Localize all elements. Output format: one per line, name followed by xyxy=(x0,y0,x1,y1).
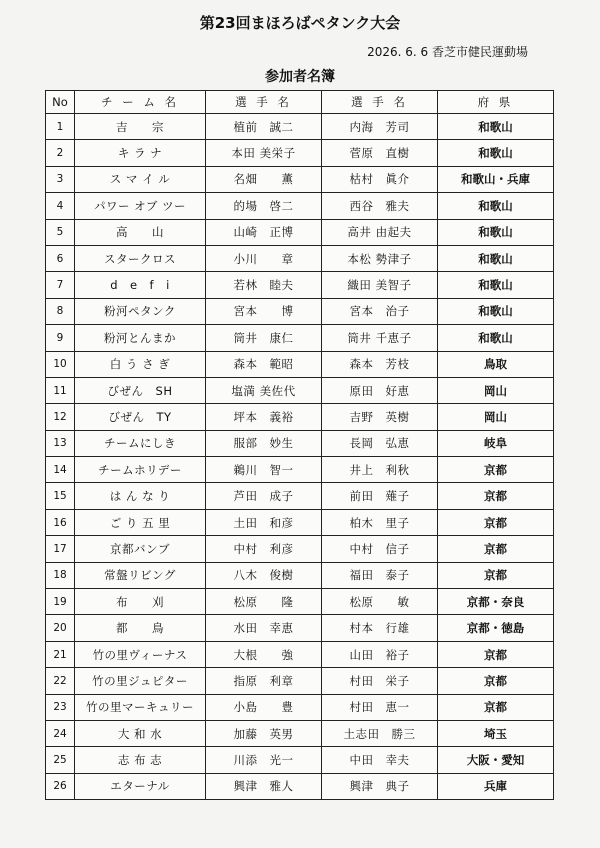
table-row xyxy=(46,219,554,245)
row-number: 7 xyxy=(46,272,75,298)
player-name: 内海 芳司 xyxy=(322,114,438,140)
player-name: 服部 妙生 xyxy=(206,430,322,456)
row-number: 13 xyxy=(46,430,75,456)
table-row xyxy=(46,615,554,641)
prefecture: 京都 xyxy=(438,457,554,483)
team-name: ご り 五 里 xyxy=(75,509,206,535)
player-name: 鵜川 智一 xyxy=(206,457,322,483)
team-name: びぜん TY xyxy=(75,404,206,430)
header-player2: 選 手 名 xyxy=(322,91,438,114)
table-row xyxy=(46,140,554,166)
prefecture: 和歌山 xyxy=(438,272,554,298)
table-header-row xyxy=(46,91,554,114)
player-name: 福田 泰子 xyxy=(322,562,438,588)
player-name: 村田 恵一 xyxy=(322,694,438,720)
prefecture: 岡山 xyxy=(438,377,554,403)
table-row xyxy=(46,773,554,799)
prefecture: 和歌山・兵庫 xyxy=(438,166,554,192)
row-number: 14 xyxy=(46,457,75,483)
player-name: 土田 和彦 xyxy=(206,509,322,535)
player-name: 興津 雅人 xyxy=(206,773,322,799)
player-name: 筒井 康仁 xyxy=(206,325,322,351)
player-name: 村田 栄子 xyxy=(322,668,438,694)
player-name: 中村 信子 xyxy=(322,536,438,562)
team-name: 常盤リビング xyxy=(75,562,206,588)
player-name: 西谷 雅夫 xyxy=(322,193,438,219)
table-row xyxy=(46,536,554,562)
player-name: 森本 芳枝 xyxy=(322,351,438,377)
player-name: 加藤 英男 xyxy=(206,720,322,746)
date-venue: 2026. 6. 6 香芝市健民運動場 xyxy=(367,45,528,59)
prefecture: 和歌山 xyxy=(438,114,554,140)
team-name: スタークロス xyxy=(75,245,206,271)
player-name: 筒井 千恵子 xyxy=(322,325,438,351)
prefecture: 和歌山 xyxy=(438,193,554,219)
team-name: 大 和 水 xyxy=(75,720,206,746)
player-name: 村本 行雄 xyxy=(322,615,438,641)
row-number: 4 xyxy=(46,193,75,219)
row-number: 21 xyxy=(46,641,75,667)
row-number: 12 xyxy=(46,404,75,430)
prefecture: 岐阜 xyxy=(438,430,554,456)
row-number: 9 xyxy=(46,325,75,351)
table-row xyxy=(46,483,554,509)
prefecture: 和歌山 xyxy=(438,298,554,324)
table-row xyxy=(46,509,554,535)
team-name: キ ラ ナ xyxy=(75,140,206,166)
header-prefecture: 府 県 xyxy=(438,91,554,114)
team-name: 粉河とんまか xyxy=(75,325,206,351)
row-number: 24 xyxy=(46,720,75,746)
participant-table xyxy=(45,90,554,800)
table-row xyxy=(46,404,554,430)
table-row xyxy=(46,562,554,588)
table-row xyxy=(46,641,554,667)
table-row xyxy=(46,377,554,403)
team-name: びぜん SH xyxy=(75,377,206,403)
row-number: 15 xyxy=(46,483,75,509)
team-name: 志 布 志 xyxy=(75,747,206,773)
row-number: 17 xyxy=(46,536,75,562)
table-row xyxy=(46,325,554,351)
player-name: 松原 敏 xyxy=(322,589,438,615)
player-name: 森本 範昭 xyxy=(206,351,322,377)
prefecture: 鳥取 xyxy=(438,351,554,377)
table-row xyxy=(46,430,554,456)
table-row xyxy=(46,720,554,746)
player-name: 小川 章 xyxy=(206,245,322,271)
page-subtitle: 参加者名簿 xyxy=(265,69,335,85)
player-name: 八木 俊樹 xyxy=(206,562,322,588)
row-number: 22 xyxy=(46,668,75,694)
table-row xyxy=(46,589,554,615)
team-name: チームホリデー xyxy=(75,457,206,483)
player-name: 芦田 成子 xyxy=(206,483,322,509)
prefecture: 岡山 xyxy=(438,404,554,430)
team-name: 白 う さ ぎ xyxy=(75,351,206,377)
team-name: 高 山 xyxy=(75,219,206,245)
player-name: 大根 強 xyxy=(206,641,322,667)
table-body xyxy=(46,114,554,800)
player-name: 松原 隆 xyxy=(206,589,322,615)
table-row xyxy=(46,272,554,298)
player-name: 指原 利章 xyxy=(206,668,322,694)
row-number: 8 xyxy=(46,298,75,324)
row-number: 2 xyxy=(46,140,75,166)
table-row xyxy=(46,193,554,219)
player-name: 宮本 博 xyxy=(206,298,322,324)
player-name: 前田 薙子 xyxy=(322,483,438,509)
prefecture: 京都 xyxy=(438,536,554,562)
team-name: 粉河ペタンク xyxy=(75,298,206,324)
prefecture: 和歌山 xyxy=(438,140,554,166)
table-row xyxy=(46,694,554,720)
header-team: チ ー ム 名 xyxy=(75,91,206,114)
player-name: 山田 裕子 xyxy=(322,641,438,667)
player-name: 井上 利秋 xyxy=(322,457,438,483)
player-name: 吉野 英樹 xyxy=(322,404,438,430)
player-name: 高井 由起夫 xyxy=(322,219,438,245)
table-row xyxy=(46,351,554,377)
row-number: 25 xyxy=(46,747,75,773)
table-row xyxy=(46,457,554,483)
player-name: 本松 勢津子 xyxy=(322,245,438,271)
table-row xyxy=(46,166,554,192)
row-number: 18 xyxy=(46,562,75,588)
team-name: パワー オブ ツー xyxy=(75,193,206,219)
prefecture: 大阪・愛知 xyxy=(438,747,554,773)
team-name: 都 鳥 xyxy=(75,615,206,641)
player-name: 菅原 直樹 xyxy=(322,140,438,166)
prefecture: 京都・奈良 xyxy=(438,589,554,615)
team-name: チームにしき xyxy=(75,430,206,456)
prefecture: 京都 xyxy=(438,668,554,694)
header-player1: 選 手 名 xyxy=(206,91,322,114)
team-name: 布 刈 xyxy=(75,589,206,615)
row-number: 19 xyxy=(46,589,75,615)
row-number: 10 xyxy=(46,351,75,377)
table-row xyxy=(46,668,554,694)
prefecture: 京都・徳島 xyxy=(438,615,554,641)
player-name: 植前 誠二 xyxy=(206,114,322,140)
page-title: 第23回まほろばペタンク大会 xyxy=(199,14,401,32)
prefecture: 兵庫 xyxy=(438,773,554,799)
team-name: 吉 宗 xyxy=(75,114,206,140)
player-name: 織田 美智子 xyxy=(322,272,438,298)
player-name: 的場 啓二 xyxy=(206,193,322,219)
player-name: 長岡 弘恵 xyxy=(322,430,438,456)
row-number: 6 xyxy=(46,245,75,271)
prefecture: 京都 xyxy=(438,694,554,720)
row-number: 23 xyxy=(46,694,75,720)
prefecture: 京都 xyxy=(438,562,554,588)
player-name: 柏木 里子 xyxy=(322,509,438,535)
team-name: 京都バンブ xyxy=(75,536,206,562)
row-number: 3 xyxy=(46,166,75,192)
player-name: 原田 好恵 xyxy=(322,377,438,403)
prefecture: 和歌山 xyxy=(438,245,554,271)
player-name: 中村 利彦 xyxy=(206,536,322,562)
table-row xyxy=(46,245,554,271)
team-name: 竹の里ジュピター xyxy=(75,668,206,694)
player-name: 小島 豊 xyxy=(206,694,322,720)
row-number: 11 xyxy=(46,377,75,403)
header-no: No xyxy=(46,91,75,114)
player-name: 中田 幸夫 xyxy=(322,747,438,773)
row-number: 20 xyxy=(46,615,75,641)
player-name: 塩満 美佐代 xyxy=(206,377,322,403)
prefecture: 和歌山 xyxy=(438,325,554,351)
table-row xyxy=(46,298,554,324)
player-name: 坪本 義裕 xyxy=(206,404,322,430)
player-name: 名畑 薫 xyxy=(206,166,322,192)
player-name: 山崎 正博 xyxy=(206,219,322,245)
table-row xyxy=(46,114,554,140)
prefecture: 埼玉 xyxy=(438,720,554,746)
player-name: 土志田 勝三 xyxy=(322,720,438,746)
row-number: 26 xyxy=(46,773,75,799)
prefecture: 京都 xyxy=(438,509,554,535)
player-name: 宮本 治子 xyxy=(322,298,438,324)
prefecture: 京都 xyxy=(438,483,554,509)
row-number: 16 xyxy=(46,509,75,535)
team-name: エターナル xyxy=(75,773,206,799)
player-name: 本田 美栄子 xyxy=(206,140,322,166)
player-name: 枯村 眞介 xyxy=(322,166,438,192)
prefecture: 京都 xyxy=(438,641,554,667)
row-number: 5 xyxy=(46,219,75,245)
team-name: ス マ イ ル xyxy=(75,166,206,192)
team-name: d e f i xyxy=(75,272,206,298)
player-name: 興津 典子 xyxy=(322,773,438,799)
team-name: 竹の里マーキュリー xyxy=(75,694,206,720)
player-name: 若林 睦夫 xyxy=(206,272,322,298)
player-name: 川添 光一 xyxy=(206,747,322,773)
table-row xyxy=(46,747,554,773)
player-name: 水田 幸恵 xyxy=(206,615,322,641)
row-number: 1 xyxy=(46,114,75,140)
team-name: は ん な り xyxy=(75,483,206,509)
team-name: 竹の里ヴィーナス xyxy=(75,641,206,667)
prefecture: 和歌山 xyxy=(438,219,554,245)
